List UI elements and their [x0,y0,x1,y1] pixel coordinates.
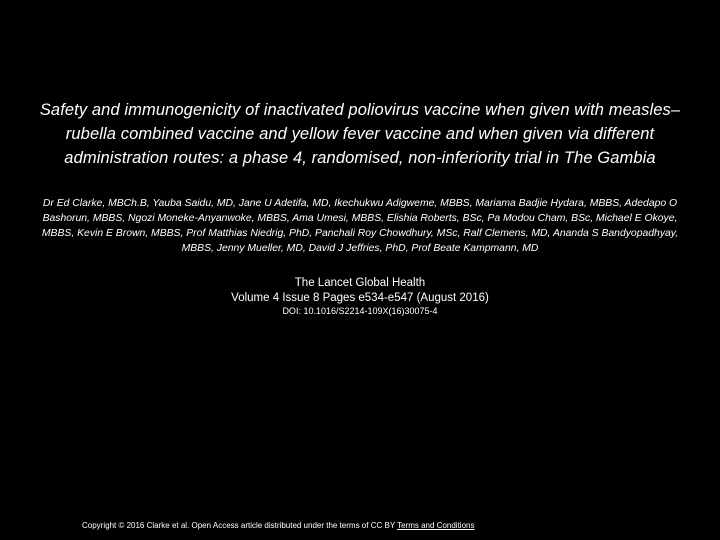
journal-citation: Volume 4 Issue 8 Pages e534-e547 (August 2016) [231,292,489,304]
author-list: Dr Ed Clarke, MBCh.B, Yauba Saidu, MD, Jane U Adetifa, MD, Ikechukwu Adigweme, MBBS, Mariama Badjie Hydara, MBBS, Adedapo O Bashorun, MBBS, Ngozi Moneke-Anyanwoke, MBBS, Ama Umesi, MBBS, Elishia Roberts, BSc, Pa Modou Cham, BSc, Michael E Okoye, MBBS, Kevin E Brown, MBBS, Prof Matthias Niedrig, PhD, Panchali Roy Chowdhury, MSc, Ralf Clemens, MD, Ananda S Bandyopadhyay, MBBS, Jenny Mueller, MD, David J Jeffries, PhD, Prof Beate Kampmann, MD [41,198,679,254]
journal-name: The Lancet Global Health [294,277,426,289]
copyright-notice [82,520,502,532]
doi: DOI: 10.1016/S2214-109X(16)30075-4 [282,306,438,316]
journal-info [100,276,620,306]
terms-and-conditions-link[interactable]: Terms and Conditions [397,521,475,530]
copyright-text: Copyright © 2016 Clarke et al. Open Access article distributed under the terms of CC BY [82,521,398,530]
article-title: Safety and immunogenicity of inactivated poliovirus vaccine when given with measles–rubella combined vaccine and yellow fever vaccine and when given via different administration routes: a phase 4, randomised, non-inferiority trial in The Gambia [39,101,681,167]
